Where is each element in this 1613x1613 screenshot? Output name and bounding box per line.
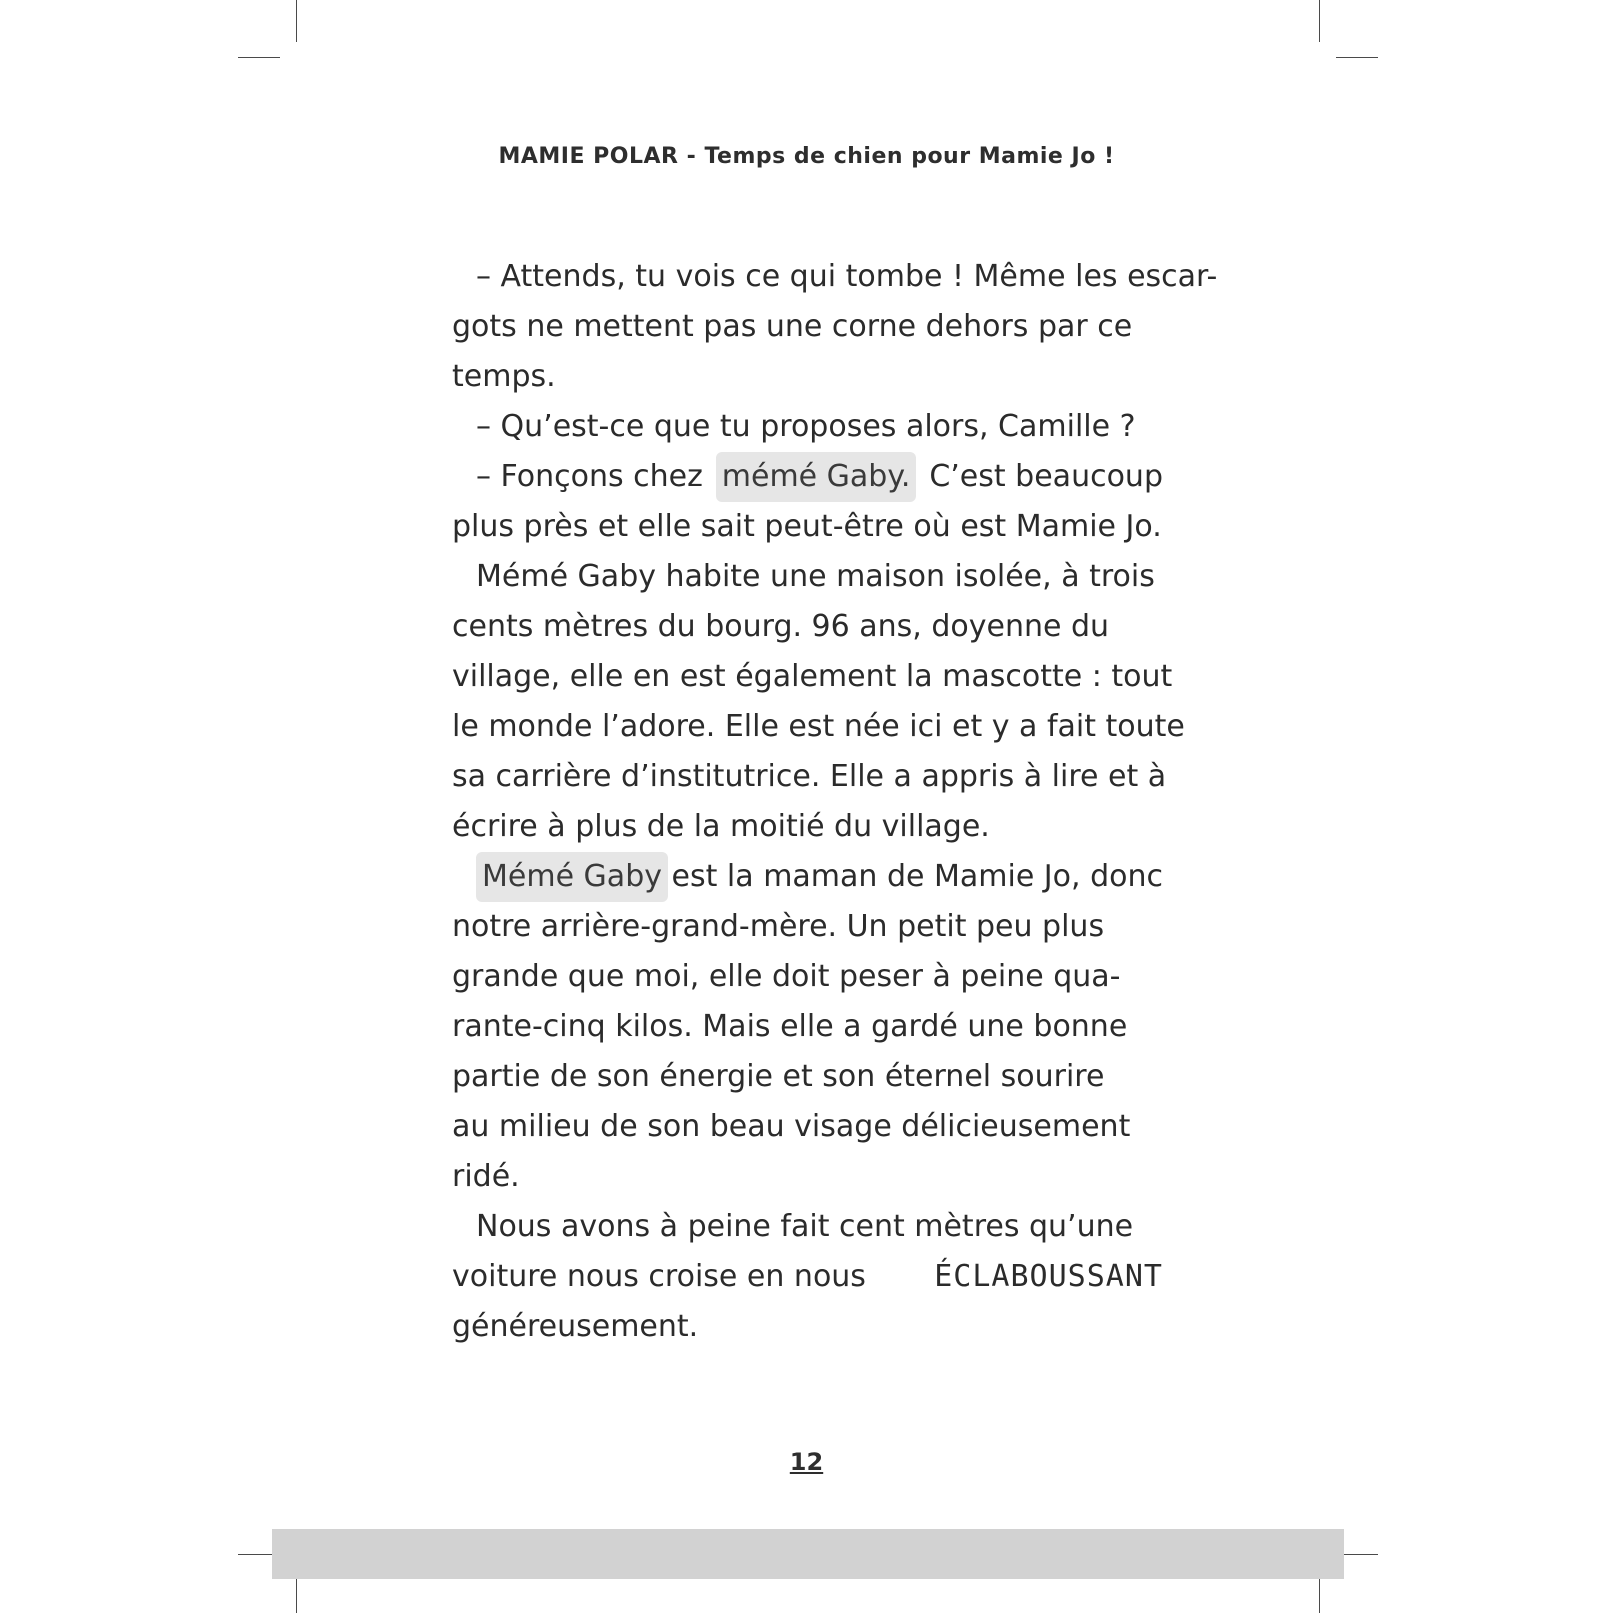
text-line: rante-cinq kilos. Mais elle a gardé une bonne [452,1009,1128,1044]
text-line: Mémé Gaby habite une maison isolée, à trois [476,559,1155,594]
text-line: écrire à plus de la moitié du village. [452,809,990,844]
text-segment: est la maman de Mamie Jo, donc [671,859,1163,894]
running-head: MAMIE POLAR - Temps de chien pour Mamie Jo ! [498,144,1115,169]
text-line: – Attends, tu vois ce qui tombe ! Même les escar- [476,259,1218,294]
text-line: grande que moi, elle doit peser à peine qua- [452,959,1121,994]
highlighted-name[interactable]: mémé Gaby. [716,452,917,502]
text-line: partie de son énergie et son éternel sourire [452,1059,1105,1094]
text-line: temps. [452,359,556,394]
crop-mark-top-left [296,0,297,42]
text-line: plus près et elle sait peut-être où est Mamie Jo. [452,509,1162,544]
text-line: au milieu de son beau visage délicieusement [452,1109,1131,1144]
text-line: notre arrière-grand-mère. Un petit peu plus [452,909,1105,944]
text-line [452,852,1163,902]
crop-mark-top-right [1336,57,1378,58]
text-line [452,452,1163,502]
text-segment: C’est beaucoup [929,459,1163,494]
text-line: village, elle en est également la mascotte : tout [452,659,1173,694]
text-segment: – Fonçons chez [476,459,703,494]
crop-mark-top-left [238,57,280,58]
text-segment: voiture nous croise en nous [452,1259,866,1294]
emphasis-word: ÉCLABOUSSANT [934,1259,1163,1294]
bottom-band [272,1529,1344,1579]
text-line: le monde l’adore. Elle est née ici et y a fait toute [452,709,1185,744]
body-text [452,252,1218,1352]
text-line: sa carrière d’institutrice. Elle a appris à lire et à [452,759,1167,794]
text-line [452,1252,1163,1302]
text-line: cents mètres du bourg. 96 ans, doyenne du [452,609,1110,644]
highlighted-name[interactable]: Mémé Gaby [476,852,668,902]
text-line: ridé. [452,1159,520,1194]
page-number: 12 [789,1448,824,1476]
text-line: généreusement. [452,1309,699,1344]
text-line: – Qu’est-ce que tu proposes alors, Camille ? [476,409,1136,444]
crop-mark-top-right [1319,0,1320,42]
text-line: gots ne mettent pas une corne dehors par ce [452,309,1133,344]
text-line: Nous avons à peine fait cent mètres qu’une [476,1209,1134,1244]
